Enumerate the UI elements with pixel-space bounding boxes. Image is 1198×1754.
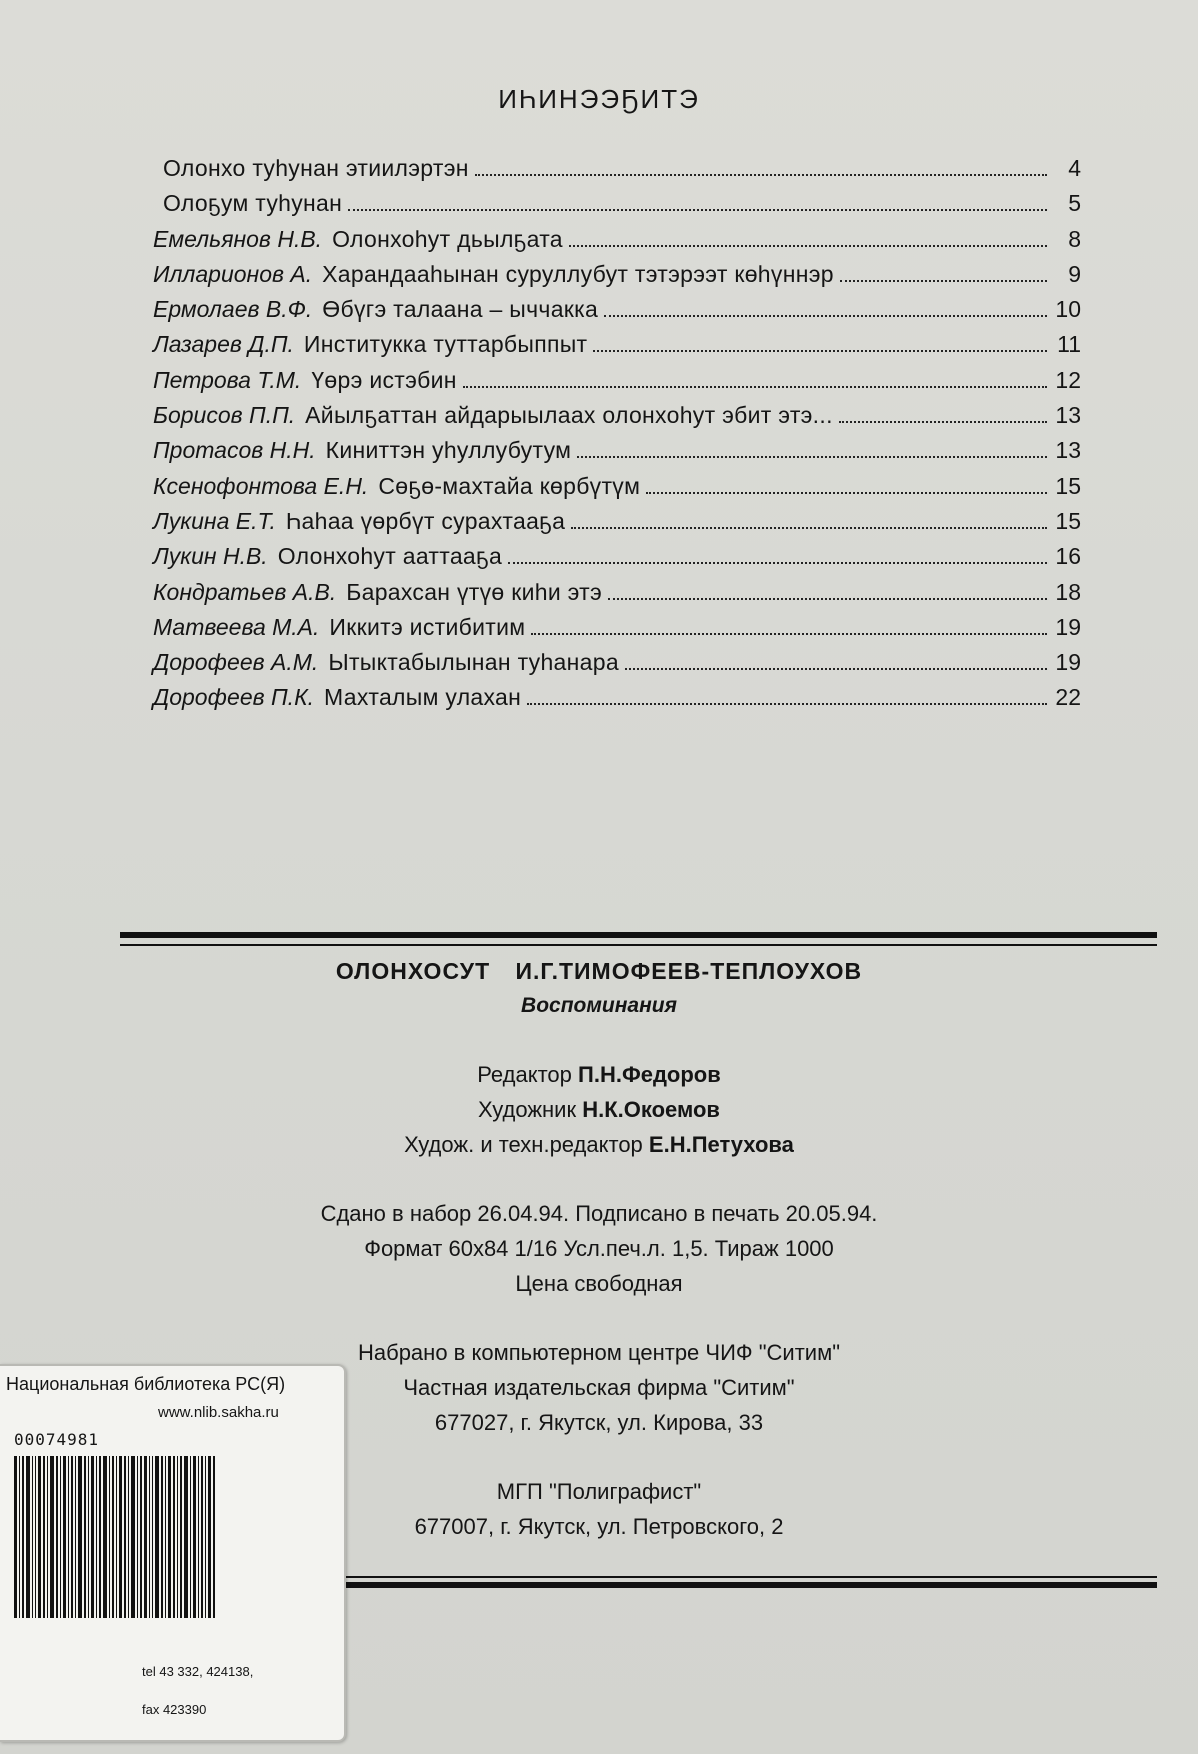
toc-title: Харандааһынан суруллубут тэтэрээт көһүннэр — [322, 260, 834, 287]
toc-entry — [153, 542, 1081, 577]
credit-name: Н.К.Окоемов — [582, 1097, 720, 1122]
toc-page: 12 — [1055, 366, 1081, 393]
credit-role: Художник — [478, 1097, 577, 1122]
leader-dots — [475, 154, 1047, 176]
toc-title: Сөҕө-махтайа көрбүтүм — [378, 472, 641, 499]
leader-dots — [531, 613, 1047, 635]
toc-author: Ксенофонтова Е.Н. — [153, 472, 369, 499]
toc-author: Лазарев Д.П. — [153, 331, 294, 358]
credit-role: Редактор — [477, 1062, 572, 1087]
leader-dots — [569, 225, 1047, 247]
toc-page: 9 — [1068, 260, 1081, 287]
print-info-line: Цена свободная — [515, 1271, 683, 1296]
credit-tech-editor — [0, 1132, 1198, 1158]
book-title: ОЛОНХОСУТ И.Г.ТИМОФЕЕВ-ТЕПЛОУХОВ — [335, 958, 863, 984]
library-phone: tel 43 332, 424138, — [142, 1664, 254, 1679]
leader-dots — [577, 436, 1047, 458]
toc-page: 19 — [1055, 613, 1081, 640]
toc-entry — [153, 225, 1081, 260]
toc-entry — [153, 295, 1081, 330]
leader-dots — [571, 507, 1047, 529]
toc-title: Үөрэ истэбин — [311, 366, 457, 393]
toc-author: Петрова Т.М. — [153, 366, 302, 393]
toc-author: Ермолаев В.Ф. — [153, 296, 313, 323]
toc-page: 19 — [1055, 649, 1081, 676]
toc-entry — [153, 154, 1081, 189]
library-fax: fax 423390 — [142, 1702, 207, 1717]
toc-title: Олонхоһут ааттааҕа — [277, 543, 503, 570]
leader-dots — [348, 189, 1047, 211]
toc-author: Матвеева М.А. — [153, 613, 320, 640]
toc-author: Дорофеев А.М. — [153, 649, 319, 676]
toc-page: 8 — [1068, 225, 1081, 252]
leader-dots — [463, 366, 1047, 388]
toc-page: 13 — [1055, 402, 1081, 429]
divider-thin-top — [120, 944, 1157, 946]
divider-thick-top — [120, 932, 1157, 938]
print-info-line: Сдано в набор 26.04.94. Подписано в печать 20.05.94. — [320, 1201, 878, 1226]
toc-title: Институкка туттарбыппыт — [303, 331, 588, 358]
toc-entry — [153, 683, 1081, 718]
toc-title: Барахсан үтүө киһи этэ — [346, 578, 603, 605]
toc-entry — [153, 436, 1081, 471]
publisher-line: Частная издательская фирма "Ситим" — [403, 1375, 795, 1400]
toc-entry — [153, 507, 1081, 542]
toc-title: Иккитэ истибитим — [329, 613, 526, 640]
toc-author: Лукина Е.Т. — [153, 507, 276, 534]
toc-title: Олонхоһут дьылҕата — [332, 225, 563, 252]
leader-dots — [527, 683, 1047, 705]
toc-author: Кондратьев А.В. — [153, 578, 337, 605]
toc-title: Олоҕум туһунан — [163, 190, 343, 217]
book-subtitle: Воспоминания — [521, 994, 677, 1017]
print-info-line: Формат 60х84 1/16 Усл.печ.л. 1,5. Тираж 1000 — [364, 1236, 834, 1261]
toc-entry — [153, 648, 1081, 683]
credit-role: Худож. и техн.редактор — [404, 1132, 643, 1157]
toc-page: 11 — [1057, 331, 1081, 358]
toc-author: Борисов П.П. — [153, 402, 296, 429]
toc-title: Махталым улахан — [324, 684, 522, 711]
toc-entry — [153, 330, 1081, 365]
credit-name: П.Н.Федоров — [578, 1062, 721, 1087]
printer-line: 677007, г. Якутск, ул. Петровского, 2 — [414, 1514, 784, 1539]
barcode-icon — [14, 1456, 296, 1618]
toc-title: Айылҕаттан айдарыылаах олонхоһут эбит этэ... — [305, 402, 833, 429]
toc-entry — [153, 401, 1081, 436]
leader-dots — [625, 648, 1047, 670]
toc-author: Лукин Н.В. — [153, 543, 268, 570]
toc-entry — [153, 472, 1081, 507]
toc-entry — [153, 189, 1081, 224]
leader-dots — [646, 472, 1047, 494]
toc-author: Илларионов А. — [153, 260, 313, 287]
table-of-contents — [153, 154, 1081, 719]
credit-artist — [0, 1097, 1198, 1123]
publisher-line: 677027, г. Якутск, ул. Кирова, 33 — [434, 1410, 764, 1435]
credit-editor — [0, 1062, 1198, 1088]
credit-name: Е.Н.Петухова — [648, 1132, 794, 1157]
contents-heading: ИҺИНЭЭҔИТЭ — [498, 84, 700, 114]
publisher-line: Набрано в компьютерном центре ЧИФ "Ситим" — [357, 1340, 841, 1365]
toc-author: Дорофеев П.К. — [153, 684, 315, 711]
toc-title: Киниттэн уһуллубутум — [325, 437, 572, 464]
leader-dots — [604, 295, 1047, 317]
leader-dots — [508, 542, 1047, 564]
toc-page: 13 — [1055, 437, 1081, 464]
toc-title: Өбүгэ талаана – ыччакка — [322, 296, 599, 323]
printer-line: МГП "Полиграфист" — [496, 1479, 702, 1504]
library-sticker — [0, 1364, 346, 1742]
toc-title: Олонхо туһунан этиилэртэн — [163, 155, 469, 181]
toc-page: 15 — [1055, 472, 1081, 499]
toc-page: 15 — [1055, 507, 1081, 534]
toc-author: Протасов Н.Н. — [153, 437, 316, 464]
library-name: Национальная библиотека РС(Я) — [6, 1374, 286, 1394]
toc-entry — [153, 613, 1081, 648]
leader-dots — [608, 578, 1047, 600]
toc-entry — [153, 578, 1081, 613]
toc-page: 22 — [1055, 684, 1081, 711]
toc-page: 5 — [1068, 190, 1081, 217]
toc-title: Ытыктабылынан туһанара — [328, 649, 619, 676]
leader-dots — [840, 260, 1047, 282]
toc-page: 4 — [1068, 155, 1081, 181]
toc-entry — [153, 366, 1081, 401]
toc-author: Емельянов Н.В. — [153, 225, 323, 252]
inventory-code: 00074981 — [14, 1430, 100, 1449]
library-website: www.nlib.sakha.ru — [158, 1404, 279, 1421]
toc-page: 10 — [1055, 296, 1081, 323]
toc-entry — [153, 260, 1081, 295]
leader-dots — [839, 401, 1047, 423]
toc-page: 18 — [1055, 578, 1081, 605]
toc-page: 16 — [1055, 543, 1081, 570]
toc-title: Һаһаа үөрбүт сурахтааҕа — [285, 507, 566, 534]
leader-dots — [593, 330, 1047, 352]
